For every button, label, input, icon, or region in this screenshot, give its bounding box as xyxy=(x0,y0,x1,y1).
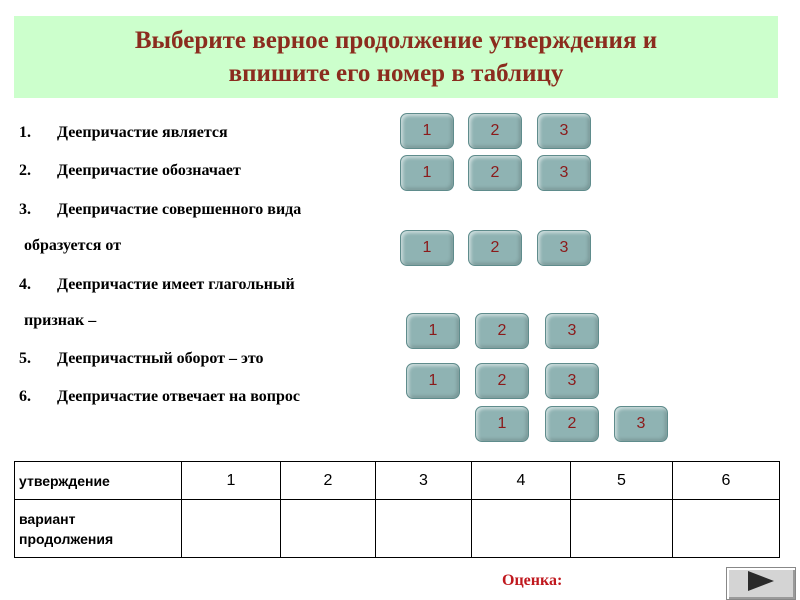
option-1-button[interactable]: 1 xyxy=(400,230,454,266)
statement-number: 6. xyxy=(19,388,31,405)
option-3-button[interactable]: 3 xyxy=(545,313,599,349)
next-button[interactable] xyxy=(726,567,796,600)
play-arrow-icon xyxy=(744,569,778,598)
statement-text: Деепричастие совершенного вида xyxy=(57,201,302,218)
option-3-button[interactable]: 3 xyxy=(537,113,591,149)
statement-number: 1. xyxy=(19,124,31,141)
row-label-variant-text: вариант продолжения xyxy=(19,510,114,547)
option-1-button[interactable]: 1 xyxy=(400,113,454,149)
statement-3-continuation: образуется от xyxy=(24,237,122,254)
option-2-button[interactable]: 2 xyxy=(475,313,529,349)
table-row xyxy=(15,500,780,558)
page-title: Выберите верное продолжение утверждения и впишите его номер в таблицу xyxy=(134,27,658,87)
title-banner xyxy=(14,16,778,98)
statement-number: 3. xyxy=(19,201,31,218)
statement-number-cell: 6 xyxy=(673,462,780,500)
row-label-statement: утверждение xyxy=(15,462,182,500)
row-label-variant xyxy=(15,500,182,558)
statement-number: 2. xyxy=(19,162,31,179)
answer-cell[interactable] xyxy=(182,500,281,558)
statement-number-cell: 3 xyxy=(376,462,472,500)
option-2-button[interactable]: 2 xyxy=(475,363,529,399)
option-3-button[interactable]: 3 xyxy=(537,230,591,266)
statement-text: Деепричастный оборот – это xyxy=(57,350,264,367)
statement-number-cell: 1 xyxy=(182,462,281,500)
statement-number: 5. xyxy=(19,350,31,367)
option-3-button[interactable]: 3 xyxy=(537,155,591,191)
statement-number-cell: 5 xyxy=(571,462,673,500)
answer-table xyxy=(14,461,780,558)
option-2-button[interactable]: 2 xyxy=(468,230,522,266)
option-1-button[interactable]: 1 xyxy=(406,363,460,399)
answer-cell[interactable] xyxy=(571,500,673,558)
answer-cell[interactable] xyxy=(376,500,472,558)
option-3-button[interactable]: 3 xyxy=(545,363,599,399)
statement-number-cell: 4 xyxy=(472,462,571,500)
statement-text: Деепричастие отвечает на вопрос xyxy=(57,388,300,405)
option-2-button[interactable]: 2 xyxy=(468,155,522,191)
option-1-button[interactable]: 1 xyxy=(475,406,529,442)
statement-number-cell: 2 xyxy=(281,462,376,500)
option-2-button[interactable]: 2 xyxy=(545,406,599,442)
option-2-button[interactable]: 2 xyxy=(468,113,522,149)
statement-text: Деепричастие имеет глагольный xyxy=(57,276,295,293)
table-row xyxy=(15,462,780,500)
statement-4-continuation: признак – xyxy=(24,312,97,329)
option-1-button[interactable]: 1 xyxy=(400,155,454,191)
option-3-button[interactable]: 3 xyxy=(614,406,668,442)
statement-text: Деепричастие обозначает xyxy=(57,162,241,179)
statement-text: Деепричастие является xyxy=(57,124,228,141)
statement-number: 4. xyxy=(19,276,31,293)
answer-cell[interactable] xyxy=(472,500,571,558)
answer-cell[interactable] xyxy=(281,500,376,558)
score-label: Оценка: xyxy=(502,572,563,589)
option-1-button[interactable]: 1 xyxy=(406,313,460,349)
answer-cell[interactable] xyxy=(673,500,780,558)
